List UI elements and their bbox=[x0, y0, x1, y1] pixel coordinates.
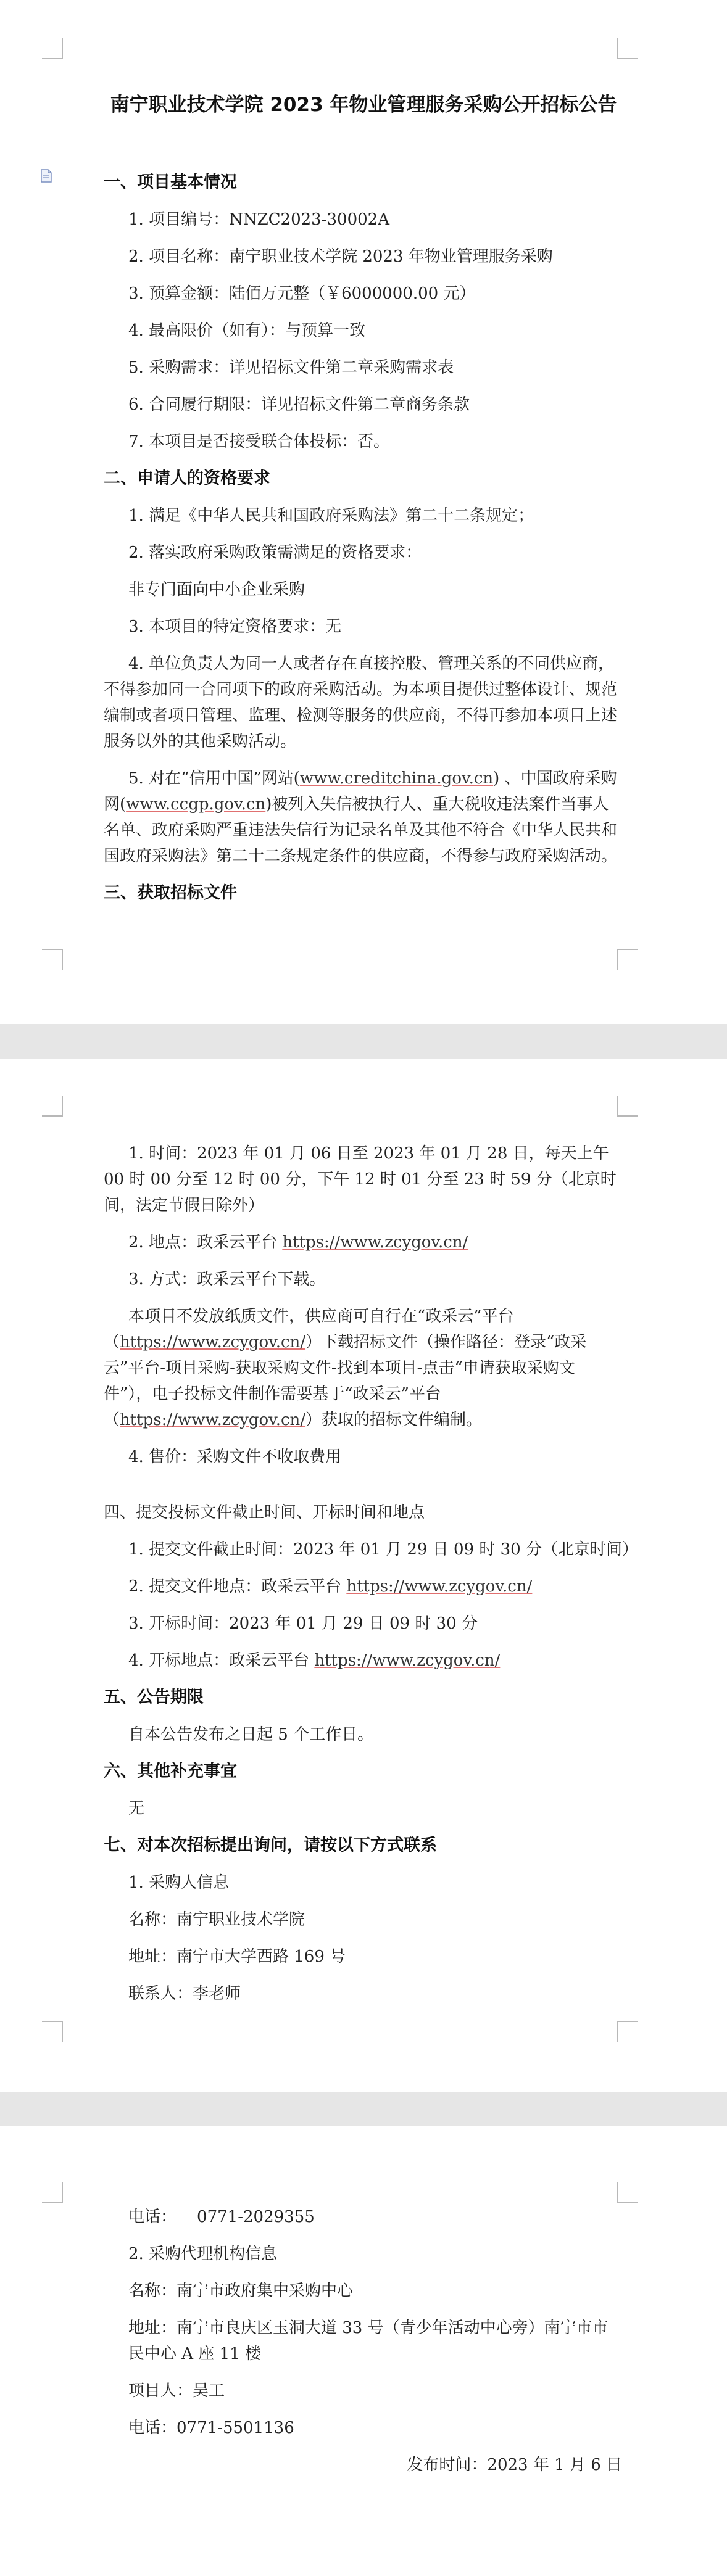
list-item: 非专门面向中小企业采购 bbox=[128, 580, 305, 599]
buyer-contact: 联系人：李老师 bbox=[128, 1984, 241, 2003]
text: 5. 对在“信用中国”网站( bbox=[128, 769, 300, 788]
ccgp-link[interactable]: www.ccgp.gov.cn bbox=[126, 795, 266, 814]
text: ）获取的招标文件编制。 bbox=[305, 1411, 483, 1429]
buyer-address: 地址：南宁市大学西路 169 号 bbox=[128, 1947, 346, 1966]
crop-mark bbox=[42, 2182, 63, 2203]
zcygov-link[interactable]: https://www.zcygov.cn/ bbox=[282, 1233, 468, 1252]
text: 4. 开标地点：政采云平台 bbox=[128, 1651, 315, 1670]
crop-mark bbox=[617, 38, 638, 59]
text: 本项目不发放纸质文件，供应商可自行在“政采云”平台（ bbox=[104, 1307, 514, 1352]
paragraph bbox=[104, 1298, 622, 1439]
agency-phone: 电话：0771-5501136 bbox=[128, 2419, 294, 2437]
zcygov-link[interactable]: https://www.zcygov.cn/ bbox=[314, 1651, 501, 1670]
crop-mark bbox=[617, 2021, 638, 2042]
list-item: 3. 本项目的特定资格要求：无 bbox=[128, 617, 342, 636]
paragraph: 1. 时间：2023 年 01 月 06 日至 2023 年 01 月 28 日，每天上午 00 时 00 分至 12 时 00 分，下午 12 时 01 分至 23 时 59 分（北京时间，法定节假日除外） bbox=[104, 1144, 617, 1215]
list-item: 5. 采购需求：详见招标文件第二章采购需求表 bbox=[128, 358, 454, 377]
list-item: 4. 最高限价（如有）：与预算一致 bbox=[128, 321, 366, 340]
paragraph: 自本公告发布之日起 5 个工作日。 bbox=[128, 1725, 374, 1744]
paragraph: 4. 单位负责人为同一人或者存在直接控股、管理关系的不同供应商，不得参加同一合同项下的政府采购活动。为本项目提供过整体设计、规范编制或者项目管理、监理、检测等服务的供应商，不得再参加本项目上述服务以外的其他采购活动。 bbox=[104, 654, 618, 751]
section-heading: 四、提交投标文件截止时间、开标时间和地点 bbox=[104, 1503, 425, 1522]
page-title: 南宁职业技术学院 2023 年物业管理服务采购公开招标公告 bbox=[110, 94, 617, 116]
list-item: 2. 采购代理机构信息 bbox=[128, 2245, 278, 2263]
zcygov-link[interactable]: https://www.zcygov.cn/ bbox=[120, 1411, 306, 1429]
document-icon[interactable] bbox=[41, 169, 52, 183]
list-item: 1. 采购人信息 bbox=[128, 1873, 230, 1892]
page-gap bbox=[0, 2092, 727, 2126]
list-item: 2. 落实政府采购政策需满足的资格要求： bbox=[128, 543, 422, 562]
section-heading: 二、申请人的资格要求 bbox=[104, 469, 270, 488]
list-item bbox=[104, 1568, 622, 1605]
text: 2. 地点：政采云平台 bbox=[128, 1233, 283, 1252]
section-heading: 三、获取招标文件 bbox=[104, 883, 237, 902]
zcygov-link[interactable]: https://www.zcygov.cn/ bbox=[120, 1333, 306, 1352]
list-item: 3. 开标时间：2023 年 01 月 29 日 09 时 30 分 bbox=[128, 1614, 478, 1633]
page-gap bbox=[0, 1024, 727, 1059]
agency-contact: 项目人：吴工 bbox=[128, 2382, 225, 2400]
creditchina-link[interactable]: www.creditchina.gov.cn bbox=[299, 769, 494, 788]
list-item: 1. 提交文件截止时间：2023 年 01 月 29 日 09 时 30 分（北京时间） bbox=[128, 1540, 638, 1559]
section-heading: 七、对本次招标提出询问，请按以下方式联系 bbox=[104, 1836, 437, 1855]
crop-mark bbox=[42, 1096, 63, 1117]
section-heading: 六、其他补充事宜 bbox=[104, 1762, 237, 1781]
list-item: 6. 合同履行期限：详见招标文件第二章商务条款 bbox=[128, 395, 470, 414]
crop-mark bbox=[42, 949, 63, 970]
section-heading: 一、项目基本情况 bbox=[104, 173, 237, 192]
list-item: 1. 满足《中华人民共和国政府采购法》第二十二条规定； bbox=[128, 506, 534, 525]
page1-content bbox=[104, 164, 622, 912]
crop-mark bbox=[42, 38, 63, 59]
agency-address: 地址：南宁市良庆区玉洞大道 33 号（青少年活动中心旁）南宁市市民中心 A 座 11 楼 bbox=[128, 2319, 609, 2363]
paragraph: 无 bbox=[128, 1799, 145, 1818]
list-item: 2. 项目名称：南宁职业技术学院 2023 年物业管理服务采购 bbox=[128, 247, 553, 266]
crop-mark bbox=[617, 1096, 638, 1117]
page2-content bbox=[104, 1135, 638, 2012]
text: ）下载招标文件（操作路径：登录“政采云”平台-项目采购-获取采购文件-找到本项目-点击“申请获取采购文件”），电子投标文件制作需要基于“政采云”平台（ bbox=[104, 1333, 587, 1429]
text: 2. 提交文件地点：政采云平台 bbox=[128, 1577, 347, 1596]
page-1 bbox=[0, 0, 727, 1024]
agency-name: 名称：南宁市政府集中采购中心 bbox=[128, 2282, 354, 2300]
text: )被列入失信被执行人、重大税收违法案件当事人名单、政府采购严重违法失信行为记录名单及其他不符合《中华人民共和国政府采购法》第二十二条规定条件的供应商，不得参与政府采购活动。 bbox=[104, 795, 618, 865]
publish-date: 发布时间：2023 年 1 月 6 日 bbox=[407, 2456, 622, 2474]
crop-mark bbox=[617, 949, 638, 970]
crop-mark bbox=[42, 2021, 63, 2042]
zcygov-link[interactable]: https://www.zcygov.cn/ bbox=[346, 1577, 533, 1596]
list-item: 4. 售价：采购文件不收取费用 bbox=[128, 1448, 342, 1466]
list-item bbox=[104, 1642, 622, 1679]
buyer-phone: 电话： 0771-2029355 bbox=[128, 2208, 315, 2226]
section-heading: 五、公告期限 bbox=[104, 1688, 204, 1707]
text: ) 、中国政府采购网( bbox=[104, 769, 617, 814]
page-2 bbox=[0, 1059, 727, 2092]
buyer-name: 名称：南宁职业技术学院 bbox=[128, 1910, 305, 1929]
list-item: 3. 预算金额：陆佰万元整（￥6000000.00 元） bbox=[128, 284, 476, 303]
page3-content bbox=[104, 2198, 622, 2483]
page-3 bbox=[0, 2126, 727, 2576]
list-item: 7. 本项目是否接受联合体投标：否。 bbox=[128, 432, 390, 451]
list-item bbox=[104, 1224, 622, 1261]
paragraph bbox=[104, 760, 622, 875]
list-item: 1. 项目编号：NNZC2023-30002A bbox=[128, 210, 389, 229]
list-item: 3. 方式：政采云平台下载。 bbox=[128, 1270, 326, 1289]
